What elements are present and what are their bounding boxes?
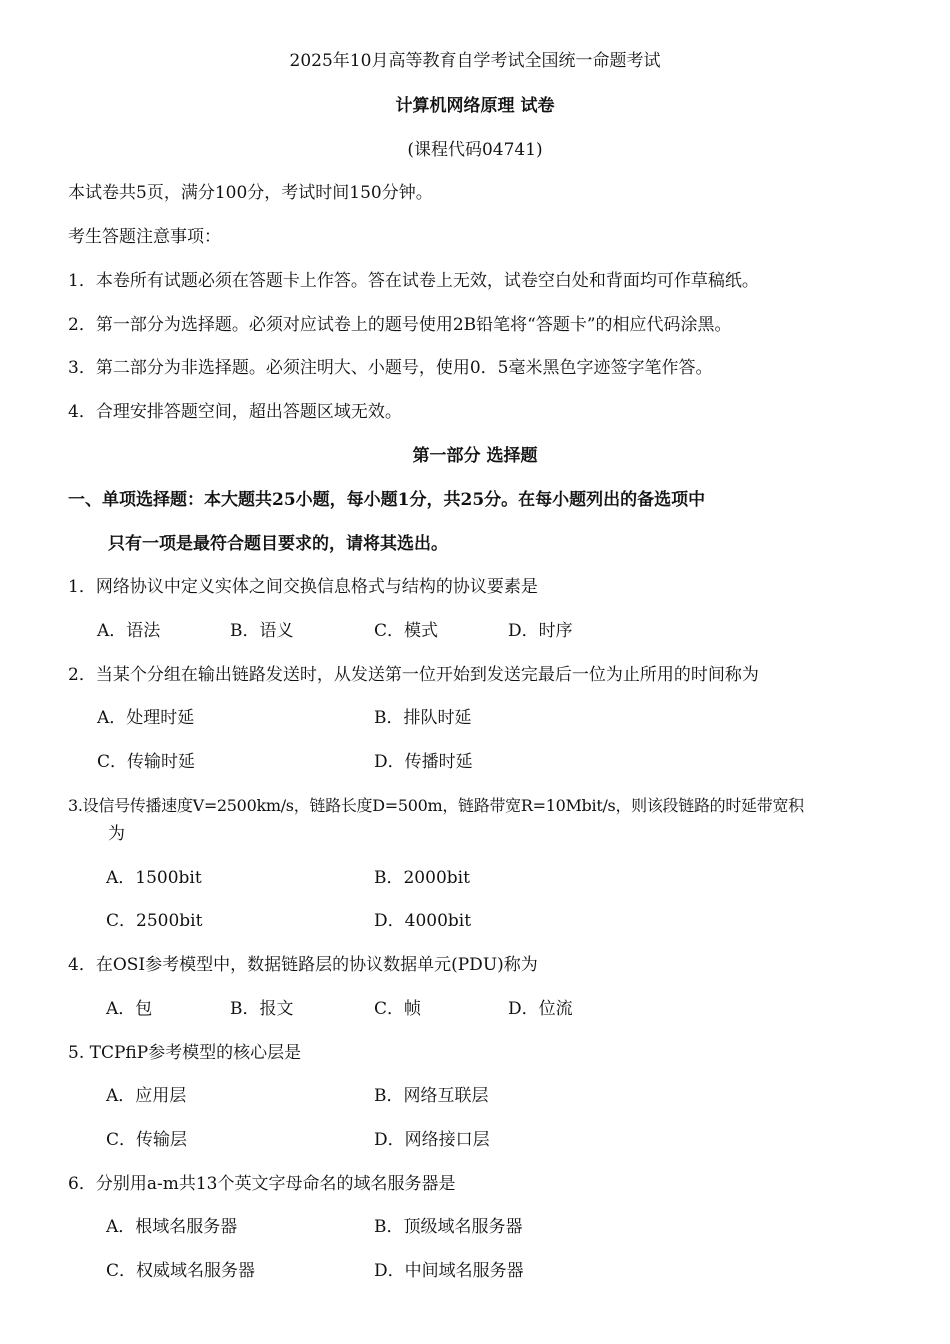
section-instructions-cont: 只有一项是最符合题目要求的，请将其选出。	[108, 534, 448, 554]
question-stem-cont: 为	[108, 824, 125, 844]
answer-option: D．位流	[508, 999, 573, 1019]
answer-option: C．权威域名服务器	[106, 1261, 256, 1281]
question-stem: 5. TCPfiP参考模型的核心层是	[68, 1043, 302, 1063]
part-heading: 第一部分 选择题	[412, 446, 538, 466]
answer-option: A．根域名服务器	[106, 1217, 238, 1237]
note-item: 4．合理安排答题空间，超出答题区域无效。	[68, 402, 402, 422]
question-stem: 2．当某个分组在输出链路发送时，从发送第一位开始到发送完最后一位为止所用的时间称为	[68, 665, 759, 685]
note-item: 3．第二部分为非选择题。必须注明大、小题号，使用0．5毫米黑色字迹签字笔作答。	[68, 358, 713, 378]
answer-option: B．网络互联层	[374, 1086, 489, 1106]
answer-option: D．中间域名服务器	[374, 1261, 524, 1281]
paper-title: 计算机网络原理 试卷	[395, 96, 555, 116]
answer-option: C．传输时延	[97, 752, 196, 772]
exam-title: 2025年10月高等教育自学考试全国统一命题考试	[289, 51, 661, 71]
question-stem: 1．网络协议中定义实体之间交换信息格式与结构的协议要素是	[68, 577, 538, 597]
answer-option: A．1500bit	[106, 868, 202, 888]
question-stem: 6．分别用a-m共13个英文字母命名的域名服务器是	[68, 1174, 456, 1194]
answer-option: B．2000bit	[374, 868, 470, 888]
answer-option: B．顶级域名服务器	[374, 1217, 523, 1237]
answer-option: C．帧	[374, 999, 422, 1019]
answer-option: D．网络接口层	[374, 1130, 490, 1150]
answer-option: C．2500bit	[106, 911, 203, 931]
answer-option: B．排队时延	[374, 708, 472, 728]
answer-option: A．处理时延	[97, 708, 195, 728]
question-stem: 3.设信号传播速度V=2500km/s，链路长度D=500m，链路带宽R=10Mbit/s，则该段链路的时延带宽积	[68, 796, 804, 815]
answer-option: D．传播时延	[374, 752, 473, 772]
exam-summary: 本试卷共5页，满分100分，考试时间150分钟。	[68, 183, 433, 203]
answer-option: A．应用层	[106, 1086, 187, 1106]
notes-heading: 考生答题注意事项：	[68, 227, 221, 247]
answer-option: C．传输层	[106, 1130, 188, 1150]
answer-option: B．语义	[230, 621, 294, 641]
answer-option: A．语法	[97, 621, 161, 641]
course-code: (课程代码04741)	[407, 140, 543, 160]
note-item: 1．本卷所有试题必须在答题卡上作答。答在试卷上无效，试卷空白处和背面均可作草稿纸。	[68, 271, 759, 291]
answer-option: D．时序	[508, 621, 573, 641]
answer-option: C．模式	[374, 621, 439, 641]
answer-option: D．4000bit	[374, 911, 472, 931]
section-instructions: 一、单项选择题：本大题共25小题，每小题1分，共25分。在每小题列出的备选项中	[68, 490, 706, 510]
question-stem: 4．在OSI参考模型中，数据链路层的协议数据单元(PDU)称为	[68, 955, 538, 975]
answer-option: B．报文	[230, 999, 294, 1019]
answer-option: A．包	[106, 999, 153, 1019]
note-item: 2．第一部分为选择题。必须对应试卷上的题号使用2B铅笔将“答题卡”的相应代码涂黑。	[68, 315, 732, 335]
